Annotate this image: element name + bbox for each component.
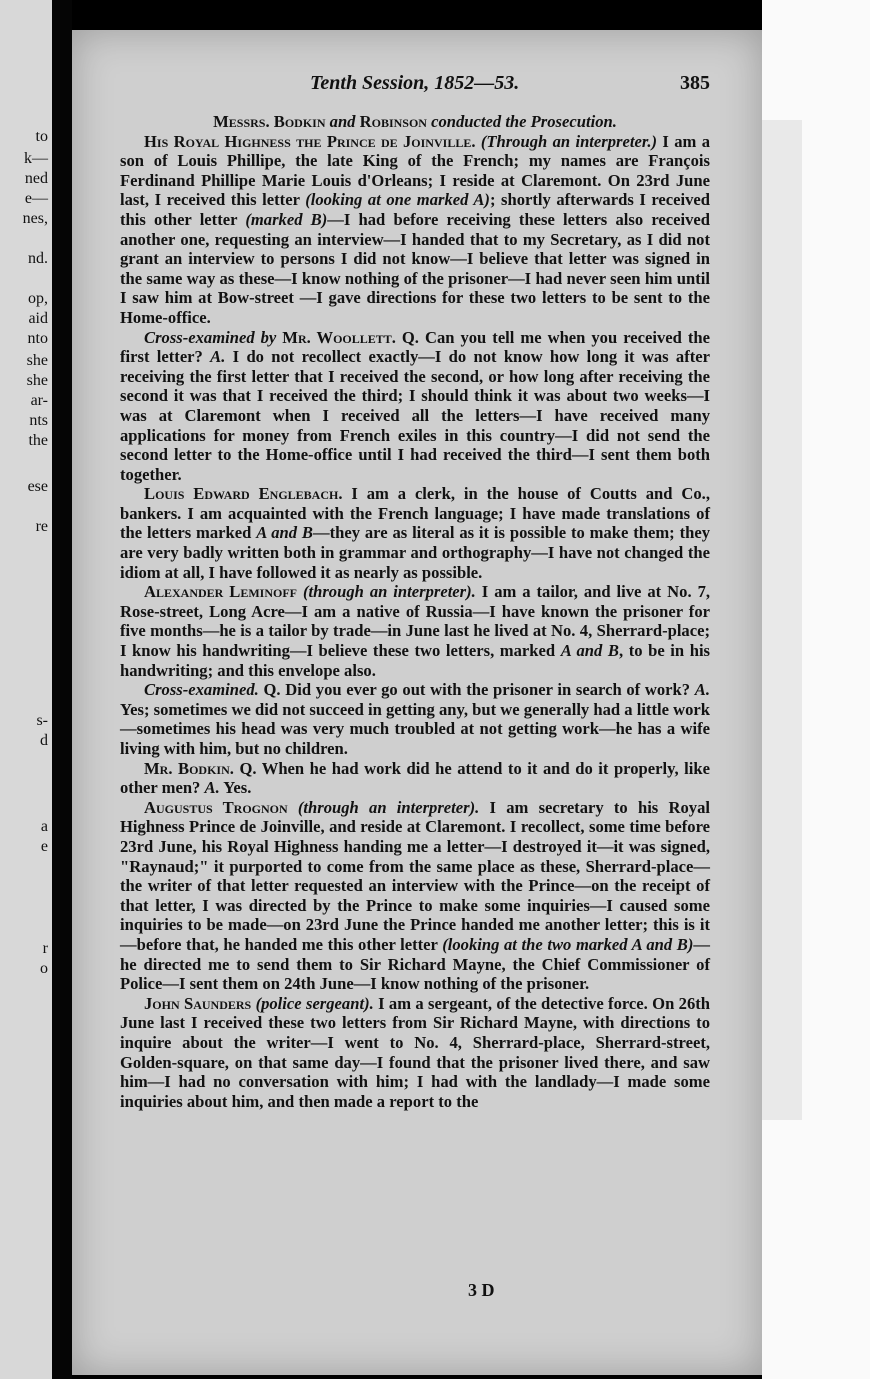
paragraph: [120, 759, 710, 798]
text-run: (police sergeant).: [251, 993, 374, 1013]
left-fragment: ar-: [30, 392, 48, 409]
text-run: (looking at the two marked A and B): [442, 934, 694, 954]
book-page: [72, 30, 762, 1375]
text-run: I am a sergeant, of the detective force. On 26th June last I received these two letters from Sir Richard Mayne, with directions to inquire about the writer—I went to No. 4, Sherrard-place, Sherrard-street, Golden-square, on that same day—I found that the prisoner lived there, and saw him—I had no conversation with him; I had with the landlady—I made some inquiries about him, and then made a report to the: [120, 993, 710, 1111]
left-fragment: nts: [29, 412, 48, 429]
speaker-name: Alexander Leminoff: [144, 582, 298, 602]
text-run: ; shortly afterwards I received this other letter: [120, 190, 710, 229]
page-body: [120, 112, 710, 1111]
left-fragment: to: [35, 128, 48, 145]
speaker-name: Mr. Bodkin.: [144, 758, 234, 778]
left-fragment: nes,: [22, 210, 48, 227]
left-fragment: re: [35, 518, 48, 535]
text-run: Yes.: [219, 778, 252, 798]
paragraph: [120, 582, 710, 680]
page-number: 385: [680, 72, 710, 94]
text-run: (marked B): [245, 209, 328, 229]
left-fragment: d: [40, 732, 48, 749]
speaker-name: Mr. Woollett.: [276, 327, 396, 347]
paragraph: [120, 484, 710, 582]
text-run: (through an interpreter).: [297, 582, 476, 602]
text-run: —they are as literal as it is possible to make them; they are very badly written both in grammar and orthography—I have not changed the idiom at all, I have followed it as nearly as possible.: [120, 523, 710, 582]
left-fragment: e: [40, 838, 48, 855]
left-fragment: e—: [24, 190, 48, 207]
speaker-name: His Royal Highness the Prince de Joinville.: [144, 131, 476, 151]
text-run: Q. Did you ever go out with the prisoner in search of work?: [258, 680, 695, 700]
text-run: A.: [694, 680, 710, 700]
text-run: I do not recollect exactly—I do not know how long it was after receiving the first letter that I received the second, or how long after receiving the second it was that I received the third; I should think it was about two weeks—I was at Claremont when I received all the letters—I have received many applications for money from French exiles in this country—I did not send the second letter to the Home-office until I had received the third—I sent them both together.: [120, 347, 710, 484]
text-run: Cross-examined.: [144, 680, 259, 700]
left-fragment: ese: [27, 478, 48, 495]
text-run: A and B: [560, 641, 619, 661]
text-run: A.: [204, 778, 220, 798]
text-run: (Through an interpreter.): [475, 131, 658, 151]
left-fragment: nto: [27, 330, 48, 347]
text-run: —I had before receiving these letters also received another one, requesting an interview—I handed that to my Secretary, as I did not grant an interview to persons I did not know—I believe that letter was signed in the same way as these—I know nothing of the prisoner—I had never seen him until I saw him at Bow-street —I gave directions for these two letters to be sent to the Home-office.: [120, 209, 710, 327]
scan-shadow: [762, 120, 802, 1120]
text-run: —he directed me to send them to Sir Richard Mayne, the Chief Commissioner of Police—I sent them on 24th June—I know nothing of the prisoner.: [120, 934, 710, 994]
left-page-edge: [0, 0, 52, 1379]
text-run: conducted the Prosecution.: [426, 112, 617, 131]
speaker-name: Robinson: [359, 112, 427, 131]
speaker-name: Augustus Trognon: [144, 797, 288, 817]
text-run: Cross-examined by: [144, 327, 277, 347]
left-fragment: she: [26, 352, 48, 369]
paragraph: [120, 132, 710, 328]
text-run: , to be in his handwriting; and this envelope also.: [120, 641, 711, 680]
left-fragment: o: [40, 960, 48, 977]
left-fragment: r: [42, 940, 48, 957]
signature-mark: 3 D: [468, 1280, 495, 1300]
left-fragment: s-: [36, 712, 48, 729]
running-title: Tenth Session, 1852—53.: [310, 72, 520, 94]
text-run: (through an interpreter).: [287, 797, 480, 817]
speaker-name: Messrs. Bodkin: [213, 112, 326, 131]
left-fragment: k—: [24, 150, 48, 167]
book-gutter: [52, 0, 72, 1379]
text-run: and: [325, 112, 360, 131]
text-run: I am secretary to his Royal Highness Prince de Joinville, and reside at Claremont. I recollect, some time before 23rd June, his Royal Highness handing me a letter—I destroyed it—it was signed, "Raynaud;" it purported to come from the same place as these, Sherrard-place—the writer of that letter requested an interview with the Prince—on the receipt of that letter, I was directed by the Prince to make some inquiries—I caused some inquiries to be made—on 23rd June the Prince handed me another letter; this is it—before that, he handed me this other letter: [120, 797, 710, 954]
text-run: Q. When he had work did he attend to it and do it properly, like other men?: [120, 758, 710, 798]
page-header: [72, 72, 762, 102]
paragraph: [120, 680, 710, 758]
text-run: A.: [210, 347, 226, 367]
scan-margin: [762, 0, 870, 1379]
left-fragment: ned: [24, 170, 48, 187]
left-fragment: op,: [28, 290, 48, 307]
paragraph: [120, 112, 710, 132]
text-run: Q. Can you tell me when you received the first letter?: [120, 327, 710, 367]
left-fragment: the: [28, 432, 48, 449]
speaker-name: Louis Edward Englebach.: [144, 484, 343, 504]
paragraph: [120, 798, 710, 994]
text-run: A and B: [256, 523, 313, 543]
text-run: (looking at one marked A): [305, 190, 490, 210]
left-fragment: nd.: [28, 250, 48, 267]
text-run: I am a son of Louis Phillipe, the late King of the French; my names are François Ferdinand Phillipe Marie Louis d'Orleans; I reside at Claremont. On 23rd June last, I received this letter: [120, 131, 710, 210]
speaker-name: John Saunders: [144, 993, 252, 1013]
paragraph: [120, 328, 710, 485]
left-fragment: she: [26, 372, 48, 389]
text-run: Yes; sometimes we did not succeed in getting any, but we generally had a little work—sometimes his head was very much troubled at not getting work—he has a wife living with him, but no children.: [120, 699, 710, 758]
left-fragment: a: [40, 818, 48, 835]
text-run: I am a tailor, and live at No. 7, Rose-street, Long Acre—I am a native of Russia—I have known the prisoner for five months—he is a tailor by trade—in June last he lived at No. 4, Sherrard-place; I know his handwriting—I believe these two letters, marked: [120, 582, 711, 661]
paragraph: [120, 994, 710, 1112]
left-fragment: aid: [28, 310, 48, 327]
text-run: I am a clerk, in the house of Coutts and Co., bankers. I am acquainted with the French language; I have made translations of the letters marked: [120, 484, 710, 543]
